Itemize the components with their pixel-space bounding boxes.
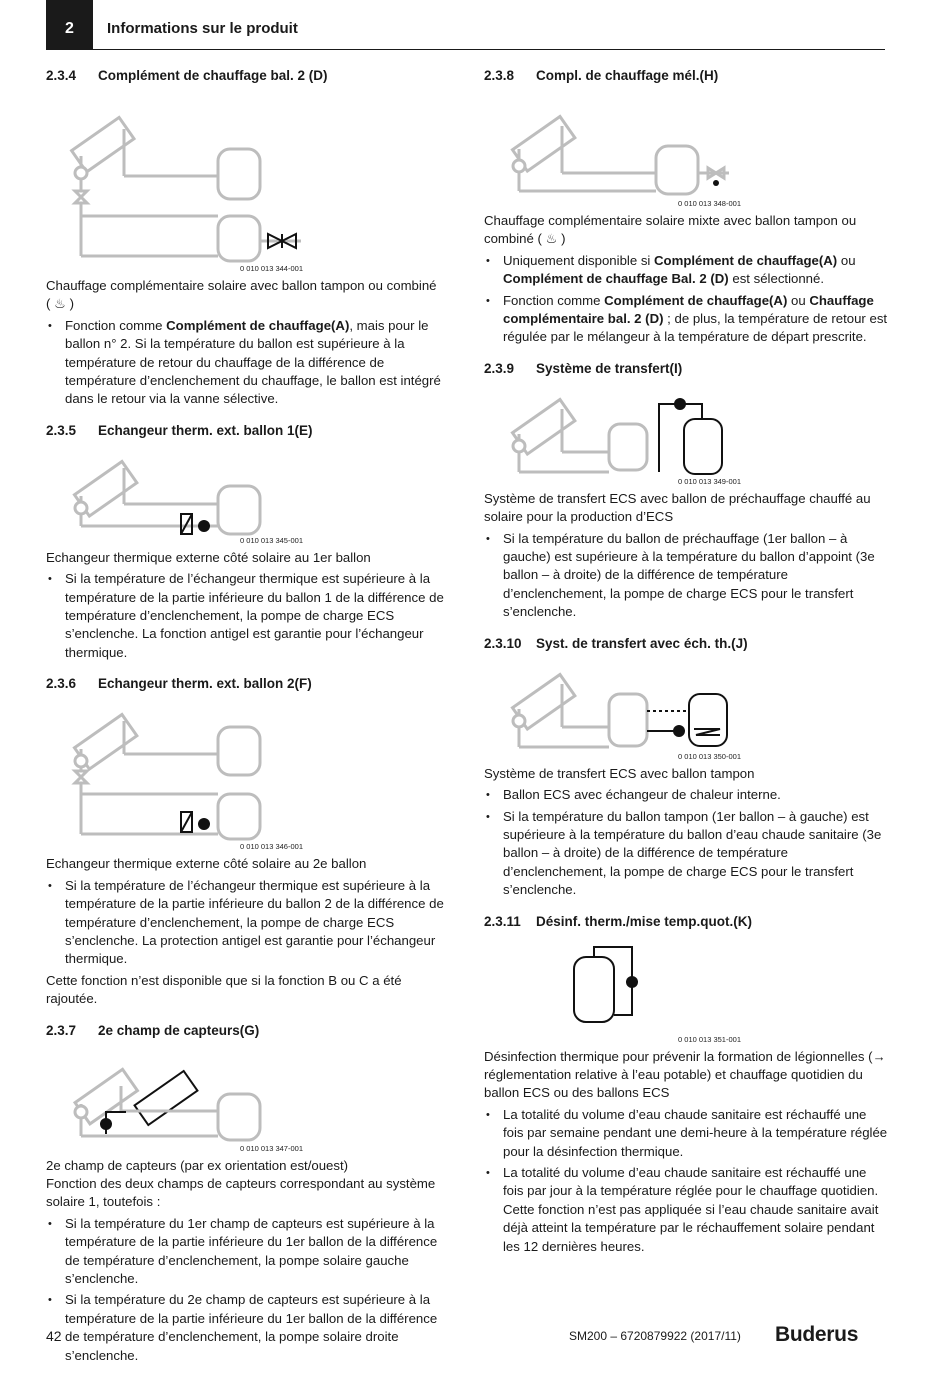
list-item: • Ballon ECS avec échangeur de chaleur interne.: [484, 786, 889, 804]
chapter-number: 2: [46, 0, 93, 50]
diagram-2-3-10: [484, 659, 889, 754]
section-intro: Chauffage complémentaire solaire avec ballon tampon ou combiné ( ♨ ): [46, 278, 437, 312]
disinfection-diagram: [484, 937, 889, 1037]
figure-id: 0 010 013 347-001: [240, 1143, 303, 1153]
bullet-list: [46, 570, 451, 662]
section-heading: 2.3.9 Système de transfert(I): [484, 360, 683, 376]
list-item: • Fonction comme Complément de chauffage(A) ou Chauffage complémentaire bal. 2 (D) ; de plus, la température de retour est régulée par le mélangeur à la température de départ prescrite.: [484, 292, 889, 347]
collector-field-diagram: [46, 1046, 451, 1146]
bullet-list: [46, 317, 451, 409]
section-heading: 2.3.6 Echangeur therm. ext. ballon 2(F): [46, 676, 312, 692]
transfer-exchanger-diagram: [484, 659, 889, 754]
section-2-3-8: [484, 68, 889, 347]
section-heading: 2.3.8 Compl. de chauffage mél.(H): [484, 68, 719, 83]
heating-diagram: [46, 91, 451, 266]
figure-id: 0 010 013 345-001: [240, 535, 303, 545]
page-number: 42: [46, 1328, 62, 1344]
exchanger-diagram: [46, 446, 451, 538]
diagram-2-3-7: [46, 1046, 451, 1146]
list-item: • Si la température du 1er champ de capteurs est supérieure à la température de la partie inférieure du 1er ballon de la différence de température d’enclenchement, la pompe solaire gauche s’enclenche.: [46, 1215, 451, 1289]
exchanger-diagram: [46, 699, 451, 844]
section-heading: 2.3.4 Complément de chauffage bal. 2 (D): [46, 68, 328, 83]
figure-id: 0 010 013 350-001: [678, 751, 741, 761]
list-item: • La totalité du volume d’eau chaude sanitaire est réchauffé une fois par jour à la température réglée pour le chauffage quotidien. Cette fonction n’est pas appliquée si l’eau chaude sanitaire avait déjà atteint la température par le réchauffement solaire pendant les 12 dernières heures.: [484, 1164, 889, 1256]
section-intro: Système de transfert ECS avec ballon de préchauffage chauffé au solaire pour la production d’ECS: [484, 490, 871, 525]
diagram-2-3-4: [46, 91, 451, 266]
section-2-3-9: [484, 361, 889, 622]
section-intro: Echangeur thermique externe côté solaire au 1er ballon: [46, 549, 371, 565]
section-note: Cette fonction n’est disponible que si la fonction B ou C a été rajoutée.: [46, 972, 402, 1007]
diagram-2-3-5: [46, 446, 451, 538]
mixed-heating-diagram: [484, 91, 889, 201]
section-intro: Chauffage complémentaire solaire mixte avec ballon tampon ou combiné ( ♨ ): [484, 213, 857, 247]
list-item: • Uniquement disponible si Complément de chauffage(A) ou Complément de chauffage Bal. 2 (D) est sélectionné.: [484, 252, 889, 289]
bullet-list: [46, 877, 451, 969]
radiator-icon: ♨: [50, 296, 70, 312]
left-column: [46, 68, 451, 1379]
figure-id: 0 010 013 349-001: [678, 476, 741, 486]
bullet-list: [46, 1215, 451, 1365]
section-heading: 2.3.11 Désinf. therm./mise temp.quot.(K): [484, 913, 753, 929]
section-2-3-7: [46, 1023, 451, 1365]
figure-id: 0 010 013 344-001: [240, 264, 303, 273]
brand-logo: Buderus: [775, 1323, 859, 1346]
bullet-list: [484, 786, 889, 899]
figure-id: 0 010 013 346-001: [240, 842, 303, 852]
document-reference: SM200 – 6720879922 (2017/11): [569, 1329, 741, 1343]
diagram-2-3-9: [484, 384, 889, 479]
bullet-list: [484, 530, 889, 622]
section-intro: Système de transfert ECS avec ballon tampon: [484, 765, 755, 781]
section-heading: 2.3.10 Syst. de transfert avec éch. th.(J): [484, 635, 748, 651]
section-2-3-10: [484, 636, 889, 900]
section-2-3-11: [484, 914, 889, 1256]
list-item: • Si la température du ballon tampon (1er ballon – à gauche) est supérieure à la température du ballon d’eau chaude sanitaire (3e ballon – à droite) de la différence de température d’enclenchement, la pompe de charge ECS pour le transfert s’enclenche.: [484, 808, 889, 900]
header-rule: [93, 49, 885, 50]
figure-id: 0 010 013 351-001: [678, 1034, 741, 1044]
bullet-list: [484, 1106, 889, 1256]
list-item: • Si la température du 2e champ de capteurs est supérieure à la température de la partie inférieure du 1er ballon de la différence de température d’enclenchement, la pompe solaire droite s’enclenche.: [46, 1291, 451, 1365]
section-heading: 2.3.5 Echangeur therm. ext. ballon 1(E): [46, 422, 313, 438]
section-intro: Fonction des deux champs de capteurs correspondant au système solaire 1, toutefois :: [46, 1175, 436, 1210]
radiator-icon: ♨: [541, 231, 562, 247]
diagram-2-3-8: [484, 91, 889, 201]
list-item: • Si la température de l’échangeur thermique est supérieure à la température de la partie inférieure du ballon 2 de la différence de température d’enclenchement, la pompe de charge ECS s’enclenche. La protection antigel est garantie pour l’échangeur thermique.: [46, 877, 451, 969]
list-item: • La totalité du volume d’eau chaude sanitaire est réchauffé une fois par semaine pendant une demi-heure à la température réglée pour la désinfection thermique.: [484, 1106, 889, 1161]
list-item: • Si la température du ballon de préchauffage (1er ballon – à gauche) est supérieure à la température du ballon d’appoint (3e ballon – à droite) de la différence de température d’enclenchement, la pompe de charge ECS pour le transfert s’enclenche.: [484, 530, 889, 622]
section-2-3-4: [46, 68, 451, 409]
section-heading: 2.3.7 2e champ de capteurs(G): [46, 1022, 260, 1038]
chapter-title: Informations sur le produit: [107, 20, 298, 37]
list-item: • Si la température de l’échangeur thermique est supérieure à la température de la partie inférieure du ballon 1 de la différence de température d’enclenchement, la pompe de charge ECS s’enclenche. La fonction antigel est garantie pour l’échangeur thermique.: [46, 570, 451, 662]
right-column: [484, 68, 889, 1270]
list-item: • Fonction comme Complément de chauffage(A), mais pour le ballon n° 2. Si la température du ballon est supérieure à la température de retour du chauffage de la différence de température d’enclenchement du chauffage, le ballon est intégré dans le retour via la vanne sélective.: [46, 317, 451, 409]
section-intro: 2e champ de capteurs (par ex orientation est/ouest): [46, 1157, 349, 1173]
section-2-3-6: [46, 676, 451, 1008]
diagram-2-3-11: [484, 937, 889, 1037]
diagram-2-3-6: [46, 699, 451, 844]
figure-id: 0 010 013 348-001: [678, 199, 741, 208]
bullet-list: [484, 252, 889, 347]
section-intro: Désinfection thermique pour prévenir la formation de légionnelles (→ réglementation relative à l’eau potable) et chauffage quotidien du ballon ECS ou des ballons ECS: [484, 1048, 886, 1101]
section-2-3-5: [46, 423, 451, 662]
section-intro: Echangeur thermique externe côté solaire au 2e ballon: [46, 856, 367, 872]
transfer-diagram: [484, 384, 889, 479]
